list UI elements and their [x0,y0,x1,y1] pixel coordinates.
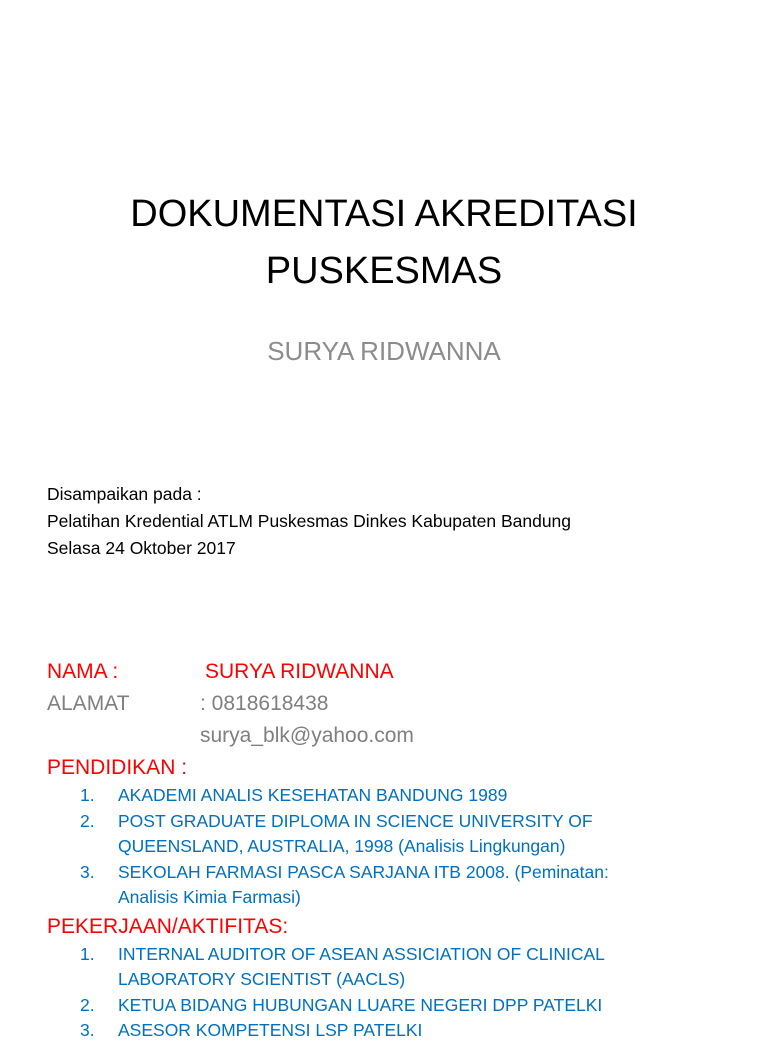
presented-event: Pelatihan Kredential ATLM Puskesmas Dinkes Kabupaten Bandung [47,511,572,531]
list-number: 1. [80,943,95,964]
email-row [47,720,747,752]
name-value: SURYA RIDWANNA [205,660,394,683]
education-list [47,783,747,911]
presented-label: Disampaikan pada : [47,484,202,504]
list-item [47,783,658,809]
list-item [47,1018,658,1044]
name-row [47,656,747,688]
list-number: 1. [80,785,95,805]
list-item [47,942,658,993]
presented-info [47,481,571,562]
list-number: 3. [80,1020,95,1040]
list-item [47,860,658,911]
list-text: POST GRADUATE DIPLOMA IN SCIENCE UNIVERSITY OF QUEENSLAND, AUSTRALIA, 1998 (Analisis Lingkungan) [118,810,593,856]
slide-title [0,186,768,300]
list-item [47,993,658,1019]
title-line-2: PUSKESMAS [265,250,503,292]
slide-subtitle: SURYA RIDWANNA [267,336,501,366]
profile-section [47,656,747,1044]
list-text: SEKOLAH FARMASI PASCA SARJANA ITB 2008. (Peminatan: Analisis Kimia Farmasi) [118,861,609,907]
address-row [47,688,747,720]
list-item [47,809,658,860]
address-label: ALAMAT [47,692,130,715]
phone-value: : 0818618438 [200,692,329,715]
title-line-1: DOKUMENTASI AKREDITASI [130,193,638,235]
list-number: 2. [80,810,95,831]
list-number: 3. [80,861,95,882]
presented-date: Selasa 24 Oktober 2017 [47,538,236,558]
list-text: KETUA BIDANG HUBUNGAN LUARE NEGERI DPP PATELKI [118,994,603,1015]
list-text: AKADEMI ANALIS KESEHATAN BANDUNG 1989 [118,785,508,805]
work-heading: PEKERJAAN/AKTIFITAS: [47,914,289,938]
list-text: INTERNAL AUDITOR OF ASEAN ASSICIATION OF CLINICAL LABORATORY SCIENTIST (AACLS) [118,943,605,989]
education-heading: PENDIDIKAN : [47,756,188,779]
work-list [47,942,747,1044]
name-label: NAMA : [47,660,119,683]
email-value: surya_blk@yahoo.com [200,724,414,747]
list-text: ASESOR KOMPETENSI LSP PATELKI [118,1020,423,1040]
list-number: 2. [80,994,95,1015]
